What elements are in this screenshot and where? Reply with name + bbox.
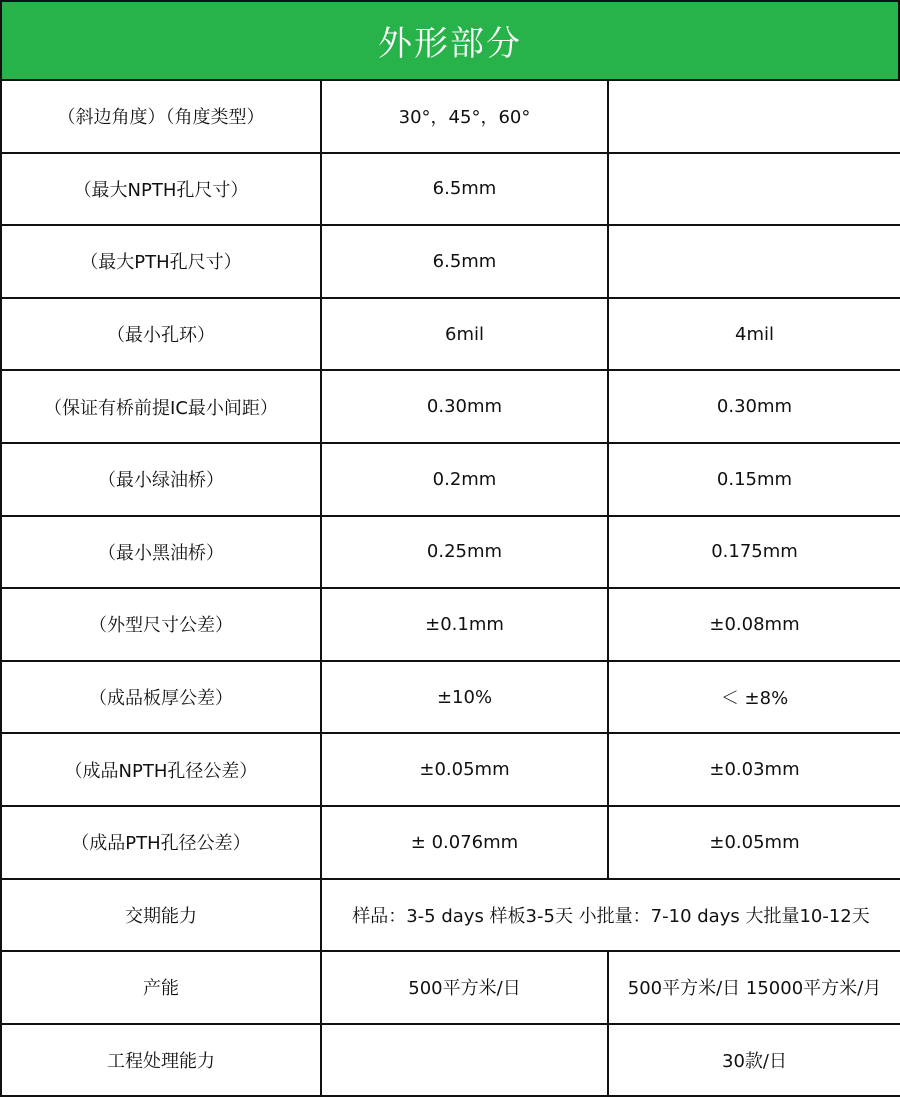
row-label: （成品板厚公差） [1,661,321,734]
table-row [1,806,900,879]
advanced-value [608,225,900,298]
advanced-value: ±0.05mm [608,806,900,879]
standard-value: 30°，45°，60° [321,80,608,153]
table-row [1,153,900,226]
advanced-value: 4mil [608,298,900,371]
row-label: （最大NPTH孔尺寸） [1,153,321,226]
row-label: （最大PTH孔尺寸） [1,225,321,298]
row-label: （保证有桥前提IC最小间距） [1,370,321,443]
row-label: （成品PTH孔径公差） [1,806,321,879]
section-title: 外形部分 [0,0,900,81]
advanced-value: ±0.08mm [608,588,900,661]
row-label: 工程处理能力 [1,1024,321,1097]
table-row [1,443,900,516]
table-row-capacity [1,951,900,1024]
standard-value: ±0.05mm [321,733,608,806]
advanced-value: 0.30mm [608,370,900,443]
standard-value: ±10% [321,661,608,734]
table-row-engineering [1,1024,900,1097]
standard-value: 0.2mm [321,443,608,516]
row-label: 产能 [1,951,321,1024]
advanced-value: 30款/日 [608,1024,900,1097]
advanced-value: 0.175mm [608,516,900,589]
delivery-value: 样品：3-5 days 样板3-5天 小批量：7-10 days 大批量10-12天 [321,879,900,952]
table-row [1,298,900,371]
row-label: （最小黑油桥） [1,516,321,589]
standard-value: 0.25mm [321,516,608,589]
row-label: （最小绿油桥） [1,443,321,516]
row-label: （外型尺寸公差） [1,588,321,661]
table-row [1,225,900,298]
standard-value: ±0.1mm [321,588,608,661]
table-row [1,588,900,661]
advanced-value: 500平方米/日 15000平方米/月 [608,951,900,1024]
standard-value: ± 0.076mm [321,806,608,879]
standard-value: 6.5mm [321,153,608,226]
standard-value: 6.5mm [321,225,608,298]
row-label: 交期能力 [1,879,321,952]
row-label: （斜边角度）（角度类型） [1,80,321,153]
advanced-value: ±0.03mm [608,733,900,806]
advanced-value: 0.15mm [608,443,900,516]
table-row [1,516,900,589]
advanced-value: ＜ ±8% [608,661,900,734]
standard-value: 500平方米/日 [321,951,608,1024]
row-label: （成品NPTH孔径公差） [1,733,321,806]
standard-value [321,1024,608,1097]
advanced-value [608,153,900,226]
standard-value: 0.30mm [321,370,608,443]
table-row [1,370,900,443]
table-row [1,80,900,153]
table-row-delivery [1,879,900,952]
row-label: （最小孔环） [1,298,321,371]
table-row [1,661,900,734]
table-row [1,733,900,806]
standard-value: 6mil [321,298,608,371]
spec-table [0,79,900,1097]
advanced-value [608,80,900,153]
